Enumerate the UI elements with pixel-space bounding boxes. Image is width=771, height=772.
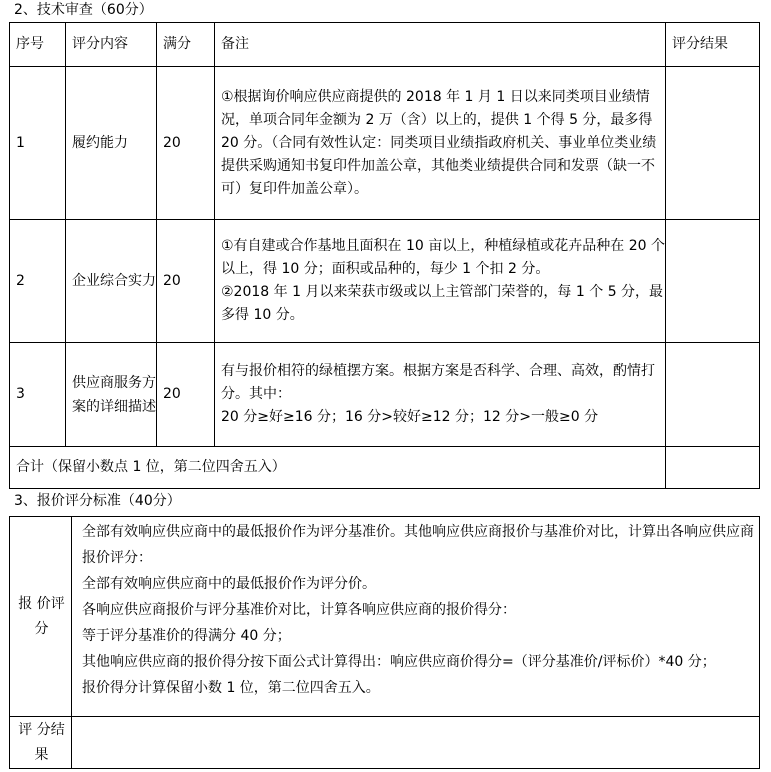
score-result-label: 评 分结果 [10,717,72,769]
header-full: 满分 [157,23,215,67]
total-label: 合计（保留小数点 1 位，第二位四舍五入） [10,447,666,489]
row-no: 1 [10,67,66,220]
row-result [666,67,760,220]
row-remark: ①根据询价响应供应商提供的 2018 年 1 月 1 日以来同类项目业绩情况，单项合同年金额为 2 万（含）以上的，提供 1 个得 5 分，最多得 20 分。（合同有效性认定：同类项目业绩指政府机关、事业单位类业绩提供采购通知书复印件加盖公章，其他类业绩提供合同和发票（缺一不可）复印件加盖公章）。 [215,67,666,220]
row-content: 履约能力 [66,67,157,220]
row-remark [215,343,666,447]
row-full: 20 [157,343,215,447]
header-remark: 备注 [215,23,666,67]
header-content: 评分内容 [66,23,157,67]
content-line: 各响应供应商报价与评分基准价对比，计算各响应供应商的报价得分： [82,602,516,618]
total-row [10,447,760,489]
remark-line: ②2018 年 1 月以来荣获市级或以上主管部门荣誉的，每 1 个 5 分，最多得 10 分。 [221,284,664,323]
price-score-content [72,517,760,717]
row-full: 20 [157,220,215,343]
header-no: 序号 [10,23,66,67]
table-header-row [10,23,760,67]
row-remark [215,220,666,343]
content-line: 其他响应供应商的报价得分按下面公式计算得出：响应供应商价得分=（评分基准价/评标价）*40 分； [82,654,716,670]
row-no: 3 [10,343,66,447]
remark-line: 20 分≥好≥16 分；16 分>较好≥12 分；12 分>一般≥0 分 [221,409,599,425]
remark-line: ①有自建或合作基地且面积在 10 亩以上，种植绿植或花卉品种在 20 个以上，得 10 分；面积或品种的，每少 1 个扣 2 分。 [221,238,665,277]
row-no: 2 [10,220,66,343]
remark-line: 有与报价相符的绿植摆方案。根据方案是否科学、合理、高效，酌情打分。其中： [221,363,655,402]
price-scoring-table [9,516,760,769]
price-score-row [10,517,760,717]
score-result-row [10,717,760,769]
content-line: 全部有效响应供应商中的最低报价作为评分价。 [82,576,376,592]
header-result: 评分结果 [666,23,760,67]
row-result [666,220,760,343]
content-line: 全部有效响应供应商中的最低报价作为评分基准价。其他响应供应商报价与基准价对比，计算出各响应供应商报价评分： [82,524,754,566]
table-row [10,67,760,220]
row-full: 20 [157,67,215,220]
content-line: 等于评分基准价的得满分 40 分； [82,628,291,644]
price-score-label: 报 价评分 [10,517,72,717]
content-line: 报价得分计算保留小数 1 位，第二位四舍五入。 [82,680,380,696]
technical-review-table [9,22,760,489]
table-row [10,220,760,343]
total-result [666,447,760,489]
table-row [10,343,760,447]
section-2-heading: 2、技术审查（60分） [14,2,153,18]
row-content: 企业综合实力 [66,220,157,343]
score-result-value [72,717,760,769]
section-3-heading: 3、报价评分标准（40分） [14,493,181,509]
row-result [666,343,760,447]
row-content: 供应商服务方案的详细描述 [66,343,157,447]
